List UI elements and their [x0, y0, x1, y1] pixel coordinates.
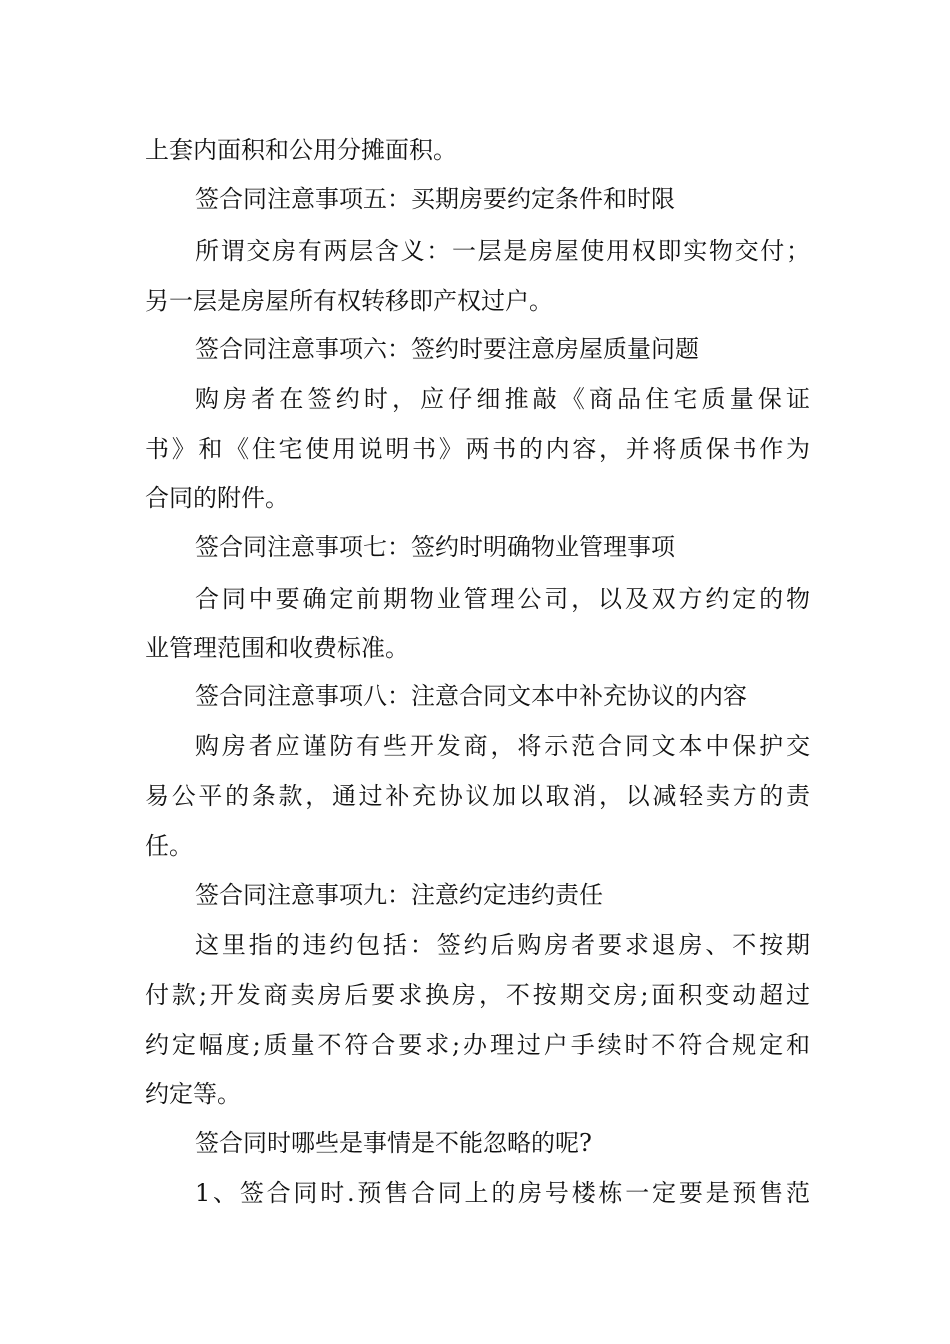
- section-heading-five: 签合同注意事项五：买期房要约定条件和时限: [195, 185, 675, 213]
- paragraph-line: 约定幅度;质量不符合要求;办理过户手续时不符合规定和: [145, 1031, 810, 1059]
- paragraph-line: 易公平的条款，通过补充协议加以取消，以减轻卖方的责: [145, 782, 810, 810]
- paragraph-line: 任。: [145, 832, 193, 860]
- paragraph-line: 付款;开发商卖房后要求换房，不按期交房;面积变动超过: [145, 981, 810, 1009]
- paragraph-line: 所谓交房有两层含义：一层是房屋使用权即实物交付；: [195, 237, 810, 265]
- section-heading-six: 签合同注意事项六：签约时要注意房屋质量问题: [195, 335, 699, 363]
- section-heading-eight: 签合同注意事项八：注意合同文本中补充协议的内容: [195, 682, 747, 710]
- paragraph-line: 合同中要确定前期物业管理公司，以及双方约定的物: [195, 585, 810, 613]
- paragraph-line: 购房者在签约时，应仔细推敲《商品住宅质量保证: [195, 385, 810, 413]
- question-heading: 签合同时哪些是事情是不能忽略的呢?: [195, 1129, 592, 1157]
- paragraph-line: 合同的附件。: [145, 484, 289, 512]
- paragraph-line: 另一层是房屋所有权转移即产权过户。: [145, 287, 553, 315]
- paragraph-line: 约定等。: [145, 1080, 241, 1108]
- paragraph-line: 这里指的违约包括：签约后购房者要求退房、不按期: [195, 931, 810, 959]
- section-heading-nine: 签合同注意事项九：注意约定违约责任: [195, 881, 603, 909]
- paragraph-line: 业管理范围和收费标准。: [145, 634, 409, 662]
- paragraph-line: 书》和《住宅使用说明书》两书的内容，并将质保书作为: [145, 435, 810, 463]
- paragraph-line: 上套内面积和公用分摊面积。: [145, 136, 457, 164]
- paragraph-line: 购房者应谨防有些开发商，将示范合同文本中保护交: [195, 732, 810, 760]
- paragraph-line: 1、签合同时.预售合同上的房号楼栋一定要是预售范: [195, 1179, 810, 1207]
- section-heading-seven: 签合同注意事项七：签约时明确物业管理事项: [195, 533, 675, 561]
